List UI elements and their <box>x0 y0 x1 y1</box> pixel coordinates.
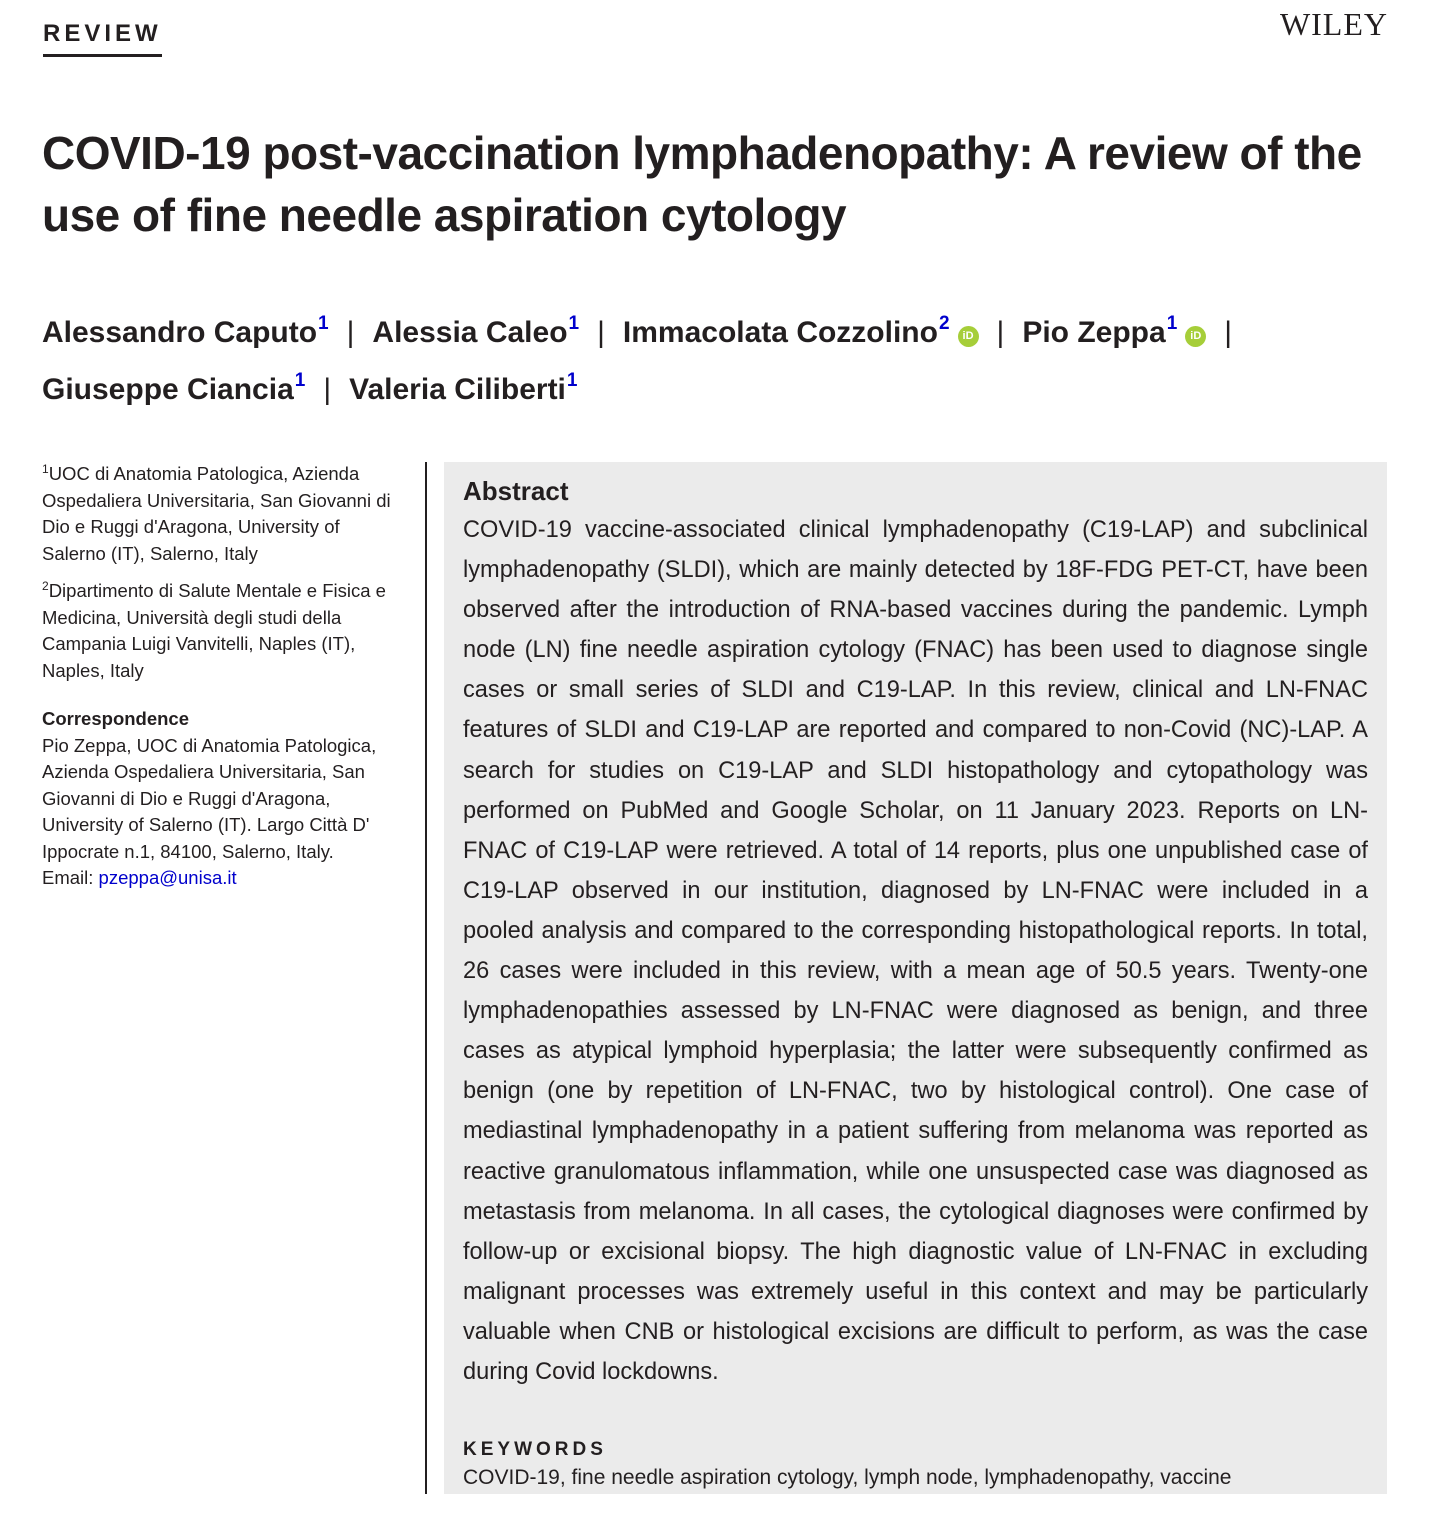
abstract-text: COVID-19 vaccine-associated clinical lymphadenopathy (C19-LAP) and subclinical lymphadenopathy (SLDI), which are mainly detected by 18F-FDG PET-CT, have been observed after the introduction of RNA-based vaccines during the pandemic. Lymph node (LN) fine needle aspiration cytology (FNAC) has been used to diagnose single cases or small series of SLDI and C19-LAP. In this review, clinical and LN-FNAC features of SLDI and C19-LAP are reported and compared to non-Covid (NC)-LAP. A search for studies on C19-LAP and SLDI histopathology and cytopathology was performed on PubMed and Google Scholar, on 11 January 2023. Reports on LN-FNAC of C19-LAP were retrieved. A total of 14 reports, plus one unpublished case of C19-LAP observed in our institution, diagnosed by LN-FNAC were included in a pooled analysis and compared to the corresponding histopathological reports. In total, 26 cases were included in this review, with a mean age of 50.5 years. Twenty-one lymphadenopathies assessed by LN-FNAC were diagnosed as benign, and three cases as atypical lymphoid hyperplasia; the latter were subsequently confirmed as benign (one by repetition of LN-FNAC, two by histological control). One case of mediastinal lymphadenopathy in a patient suffering from melanoma was reported as reactive granulomatous inflammation, while one unsuspected case was diagnosed as metastasis from melanoma. In all cases, the cytological diagnoses were confirmed by follow-up or excisional biopsy. The high diagnostic value of LN-FNAC in excluding malignant processes was extremely useful in this context and may be particularly valuable when CNB or histological excisions are difficult to perform, as was the case during Covid lockdowns. <box>463 517 1368 1385</box>
affiliation-number: 2 <box>42 579 49 593</box>
author <box>42 370 306 406</box>
affiliations-sidebar <box>42 456 392 892</box>
author-separator: | <box>996 316 1005 349</box>
author <box>42 313 329 349</box>
affiliation-number: 1 <box>42 462 49 476</box>
author <box>349 370 578 406</box>
affiliation-link[interactable]: 1 <box>1166 313 1178 334</box>
keywords-text: COVID-19, fine needle aspiration cytology, lymph node, lymphadenopathy, vaccine <box>463 1466 1232 1490</box>
abstract-heading: Abstract <box>463 476 569 506</box>
author-separator: | <box>323 373 332 406</box>
affiliation <box>42 573 392 684</box>
affiliation-link[interactable]: 2 <box>938 313 950 334</box>
affiliation-link[interactable]: 1 <box>318 313 329 334</box>
author <box>372 313 580 349</box>
column-divider <box>425 462 427 1494</box>
keywords-heading: KEYWORDS <box>463 1439 607 1461</box>
author-separator: | <box>1224 316 1233 349</box>
affiliation-text: UOC di Anatomia Patologica, Azienda Ospedaliera Universitaria, San Giovanni di Dio e Ruggi d'Aragona, University of Salerno (IT), Salerno, Italy <box>42 463 391 564</box>
affiliation-text: Dipartimento di Salute Mentale e Fisica e Medicina, Università degli studi della Campania Luigi Vanvitelli, Naples (IT), Naples, Italy <box>42 580 386 681</box>
affiliation <box>42 456 392 567</box>
orcid-icon[interactable]: iD <box>958 326 979 347</box>
email-link[interactable]: pzeppa@unisa.it <box>98 867 237 888</box>
section-label: REVIEW <box>43 20 162 57</box>
author-name: Alessia Caleo <box>372 316 568 349</box>
orcid-icon[interactable]: iD <box>1185 326 1206 347</box>
author-separator: | <box>597 316 605 349</box>
affiliation-link[interactable]: 1 <box>566 370 578 391</box>
correspondence-text: Pio Zeppa, UOC di Anatomia Patologica, Azienda Ospedaliera Universitaria, San Giovanni di Dio e Ruggi d'Aragona, University of Salerno (IT). Largo Città D' Ippocrate n.1, 84100, Salerno, Italy. <box>42 734 377 862</box>
author-list <box>42 300 1402 414</box>
affiliation-link[interactable]: 1 <box>568 313 580 334</box>
author-name: Pio Zeppa <box>1022 316 1166 349</box>
author-name: Immacolata Cozzolino <box>622 316 938 349</box>
abstract-box <box>444 462 1387 1494</box>
correspondence-block <box>42 733 392 892</box>
affiliation-link[interactable]: 1 <box>294 370 306 391</box>
author <box>1022 313 1206 349</box>
author-name: Giuseppe Ciancia <box>42 373 294 406</box>
email-label: Email: <box>42 867 94 888</box>
correspondence-heading: Correspondence <box>42 708 190 729</box>
author-name: Alessandro Caputo <box>42 316 318 349</box>
author-name: Valeria Ciliberti <box>349 373 566 406</box>
author <box>622 313 979 349</box>
author-separator: | <box>346 316 355 349</box>
publisher-logo: WILEY <box>1279 6 1388 42</box>
article-title: COVID-19 post-vaccination lymphadenopathy: A review of the use of fine needle aspiration cytology <box>42 127 1362 241</box>
